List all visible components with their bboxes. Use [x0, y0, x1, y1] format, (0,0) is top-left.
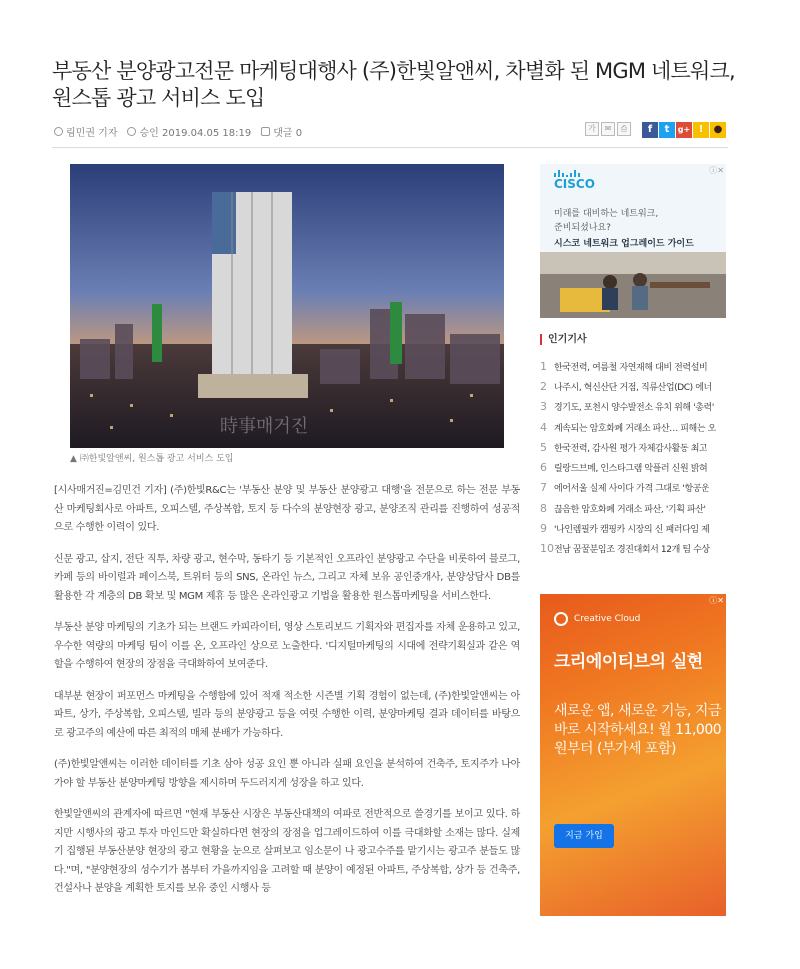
ad-subtext: 새로운 앱, 새로운 기능, 지금 바로 시작하세요! 월 11,000원부터 (부가세 포함): [554, 703, 722, 757]
kakaostory-icon[interactable]: !: [693, 122, 709, 138]
ad-headline: 크리에이티브의 실현: [554, 652, 703, 672]
popular-link[interactable]: 나주시, 혁신산단 거점, 직류산업(DC) 에너: [554, 382, 712, 393]
paragraph: 대부분 현장이 퍼포먼스 마케팅을 수행함에 있어 적재 적소한 시즌별 기획 경험이 없는데, (주)한빛알앤씨는 아파트, 상가, 주상복합, 오피스텔, 빌라 등의 분양광고 등을 여럿 수행한 이력, 분양마케팅 결과 데이터를 바탕으로 광고주의 예산에 따른 최적의 매체 분배가 가능하다.: [54, 690, 520, 739]
facebook-icon[interactable]: f: [642, 122, 658, 138]
article-body: [54, 482, 520, 912]
popular-link[interactable]: '나인렘필카 캠핑카 시장의 신 패러다임 제: [554, 525, 710, 536]
person-icon: [54, 127, 63, 136]
popular-item[interactable]: [540, 417, 730, 437]
popular-item[interactable]: [540, 498, 730, 518]
popular-rank: 8: [540, 501, 547, 515]
ad-info-icon[interactable]: ⓘ✕: [709, 166, 724, 175]
paragraph: 부동산 분양 마케팅의 기초가 되는 브랜드 카피라이터, 영상 스토리보드 기획자와 편집자를 자체 운용하고 있고, 우수한 역량의 마케팅 팀이 이를 온, 오프라인 상으로 노출한다. '디지털마케팅의 시대에 전략기획실과 같은 역할을 수행하여 현장의 장점을 극대화하여 보여준다.: [54, 622, 520, 670]
creative-cloud-brand: Creative Cloud: [574, 614, 641, 624]
ad-office-photo: [540, 252, 726, 318]
popular-rank: 3: [540, 400, 547, 414]
kakaotalk-icon[interactable]: ●: [710, 122, 726, 138]
paragraph: [시사매거진=김민건 기자] (주)한빛R&C는 '부동산 분양 및 부동산 분양광고 대행'을 전문으로 하는 전문 부동산 마케팅회사로 아파트, 오피스텔, 주상복합, 토지 등 다수의 분양현장 광고, 분양조직 관리를 진행하여 성공적으로 수행한 이력이 있다.: [54, 485, 520, 533]
print-icon[interactable]: ⎙: [617, 122, 631, 136]
building-rendering: [70, 164, 504, 448]
popular-link[interactable]: 한국전력, 여름철 자연재해 대비 전력설비: [554, 362, 708, 373]
publish-time: [127, 124, 251, 139]
popular-list: [540, 356, 730, 559]
popular-rank: 9: [540, 522, 547, 536]
popular-link[interactable]: 전남 꿈꿀분임조 경진대회서 12개 팀 수상: [554, 545, 710, 556]
popular-item[interactable]: [540, 437, 730, 457]
creative-cloud-ad[interactable]: [540, 594, 726, 916]
popular-title: 인기기사: [540, 334, 587, 345]
article-meta: [54, 124, 302, 139]
main-tower: [198, 192, 308, 398]
twitter-icon[interactable]: t: [659, 122, 675, 138]
popular-item[interactable]: [540, 518, 730, 538]
comment-count[interactable]: [261, 124, 302, 139]
approved-text: 승인 2019.04.05 18:19: [139, 128, 252, 139]
article-tools: [585, 122, 631, 136]
popular-item[interactable]: [540, 478, 730, 498]
article-headline: 부동산 분양광고전문 마케팅대행사 (주)한빛알앤씨, 차별화 된 MGM 네트워크, 원스톱 광고 서비스 도입: [52, 59, 735, 110]
comments-text[interactable]: 댓글 0: [273, 128, 303, 139]
popular-rank: 10: [540, 542, 554, 556]
reporter: [54, 124, 117, 139]
popular-rank: 6: [540, 461, 547, 475]
popular-item[interactable]: [540, 397, 730, 417]
ad-line: 준비되셨나요?: [554, 223, 611, 233]
photo-caption: ▲ ㈜한빛알앤씨, 원스톱 광고 서비스 도입: [70, 454, 234, 464]
popular-link[interactable]: 한국전력, 감사원 평가 자체감사활동 최고: [554, 443, 708, 454]
photo-watermark: 時事매거진: [220, 416, 309, 437]
reporter-name: 림민권 기자: [66, 128, 118, 139]
popular-rank: 5: [540, 440, 547, 454]
comment-icon: [261, 127, 270, 136]
cisco-ad[interactable]: [540, 164, 726, 318]
popular-item[interactable]: [540, 376, 730, 396]
cisco-logo: CISCO: [554, 177, 595, 191]
popular-link[interactable]: 릴랑드브메, 인스타그램 악플러 신원 밝혀: [554, 464, 708, 475]
ad-info-icon[interactable]: ⓘ✕: [709, 596, 724, 605]
paragraph: 한빛알앤씨의 관계자에 따르면 "현재 부동산 시장은 부동산대책의 여파로 전반적으로 쓸경기를 보이고 있다. 하지만 시행사의 광고 투자 마인드만 확실하다면 현장의 장점을 업그레이드하여 이를 극대화할 소재는 많다. 실제 기 집행된 부동산분양 현장의 광고 현황을 눈으로 살펴보고 임소문이 나 광고수주를 맡기시는 광고주 분들도 많다."며, "분양현장의 성수기가 봄부터 가을까지임을 고려할 때 분양이 예정된 아파트, 주상복합, 상가 등 건축주, 건설사나 분양을 계획한 토지를 보유 중인 시행사 등: [54, 809, 520, 894]
email-icon[interactable]: ✉: [601, 122, 615, 136]
popular-item[interactable]: [540, 356, 730, 376]
ad-cta[interactable]: 시스코 네트워크 업그레이드 가이드: [554, 239, 694, 249]
ad-line: 미래를 대비하는 네트워크,: [554, 209, 659, 219]
popular-link[interactable]: 계속되는 암호화폐 거래소 파산… 피해는 오: [554, 423, 716, 434]
popular-link[interactable]: 끊음한 암호화폐 거래소 파산, '기획 파산': [554, 504, 706, 515]
creative-cloud-logo: [554, 612, 640, 626]
clock-icon: [127, 127, 136, 136]
popular-link[interactable]: 경기도, 포천시 양수발전소 유치 위해 '총력': [554, 403, 714, 414]
subscribe-button[interactable]: 지금 가입: [554, 824, 614, 848]
popular-item[interactable]: [540, 539, 730, 559]
share-buttons: [642, 122, 726, 138]
font-size-icon[interactable]: 가: [585, 122, 599, 136]
google-plus-icon[interactable]: g+: [676, 122, 692, 138]
article-photo: [70, 164, 504, 448]
popular-rank: 4: [540, 420, 547, 434]
creative-cloud-icon: [554, 612, 568, 626]
cisco-logo-bars: [554, 170, 580, 177]
header-divider: [52, 147, 728, 148]
paragraph: 신문 광고, 삽지, 전단 직투, 차량 광고, 현수막, 동타기 등 기본적인 오프라인 분양광고 수단을 비롯하여 블로그, 카페 등의 바이럴과 페이스북, 트위터 등의 SNS, 온라인 뉴스, 그리고 자체 보유 공인중개사, 분양상담사 DB를 활용한 각 계층의 DB 확보 및 MGM 제휴 등 많은 온라인광고 기법을 활용한 원스톱마케팅을 서비스한다.: [54, 553, 520, 602]
popular-rank: 2: [540, 379, 547, 393]
paragraph: (주)한빛알앤씨는 이러한 데이터를 기초 삼아 성공 요인 뿐 아니라 실패 요인을 분석하여 건축주, 토지주가 나아가야 할 부동산 분양마케팅 방향을 제시하며 두드러지게 성장을 하고 있다.: [54, 759, 520, 789]
popular-link[interactable]: 에어서울 실제 사이다 가격 그대로 '항공운: [554, 484, 710, 495]
popular-rank: 1: [540, 359, 547, 373]
popular-rank: 7: [540, 481, 547, 495]
popular-item[interactable]: [540, 457, 730, 477]
